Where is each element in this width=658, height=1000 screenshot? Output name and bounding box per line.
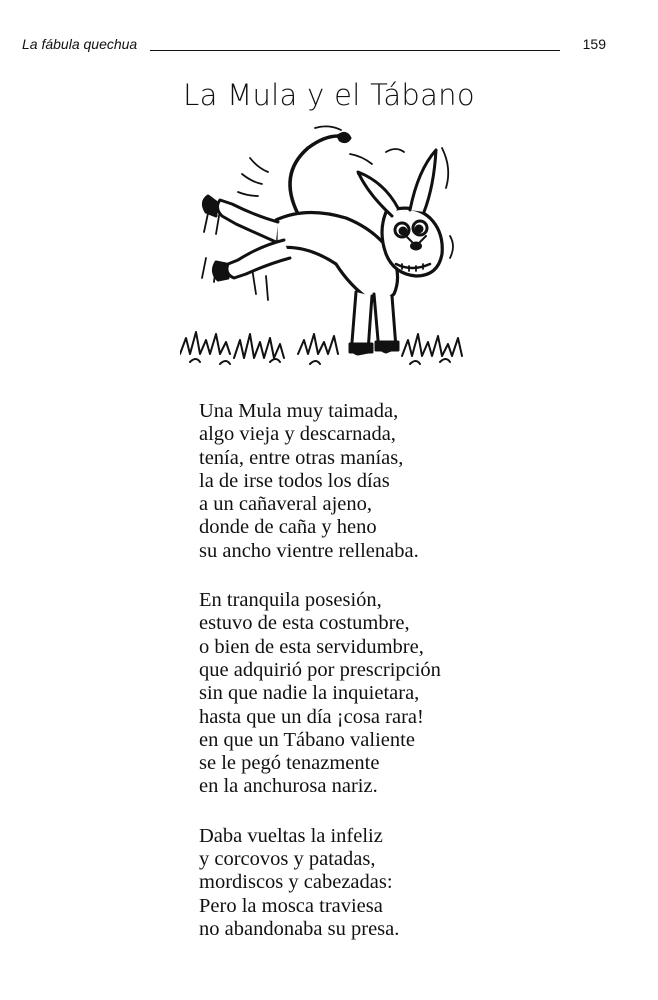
poem-line: tenía, entre otras manías, (199, 446, 404, 469)
poem-line: en la anchurosa nariz. (199, 775, 378, 798)
header-rule (150, 50, 560, 51)
poem-line: mordiscos y cabezadas: (199, 871, 393, 894)
poem-line: o bien de esta servidumbre, (199, 635, 424, 658)
poem-line: su ancho vientre rellenaba. (199, 539, 419, 562)
running-header (22, 36, 606, 56)
stanza-1 (199, 400, 619, 563)
poem-line: hasta que un día ¡cosa rara! (199, 705, 424, 728)
poem-line: y corcovos y patadas, (199, 848, 376, 871)
poem-line: algo vieja y descarnada, (199, 423, 396, 446)
poem-line: sin que nadie la inquietara, (199, 682, 420, 705)
poem-line: se le pegó tenazmente (199, 752, 380, 775)
poem (199, 400, 619, 967)
page-number: 159 (582, 36, 606, 52)
poem-line: donde de caña y heno (199, 516, 377, 539)
poem-line: no abandonaba su presa. (199, 917, 400, 940)
stanza-2 (199, 589, 619, 799)
poem-line: que adquirió por prescripción (199, 658, 441, 681)
poem-line: la de irse todos los días (199, 469, 390, 492)
poem-line: Daba vueltas la infeliz (199, 824, 383, 847)
kicking-mule-illustration (180, 118, 468, 378)
fable-title: La Mula y el Tábano (183, 78, 475, 112)
poem-line: Una Mula muy taimada, (199, 400, 399, 422)
poem-line: estuvo de esta costumbre, (199, 612, 410, 635)
poem-line: Pero la mosca traviesa (199, 894, 383, 917)
stanza-3 (199, 825, 619, 941)
poem-line: en que un Tábano valiente (199, 728, 415, 751)
poem-line: En tranquila posesión, (199, 589, 382, 612)
book-title: La fábula quechua (22, 36, 138, 52)
poem-line: a un cañaveral ajeno, (199, 493, 373, 516)
